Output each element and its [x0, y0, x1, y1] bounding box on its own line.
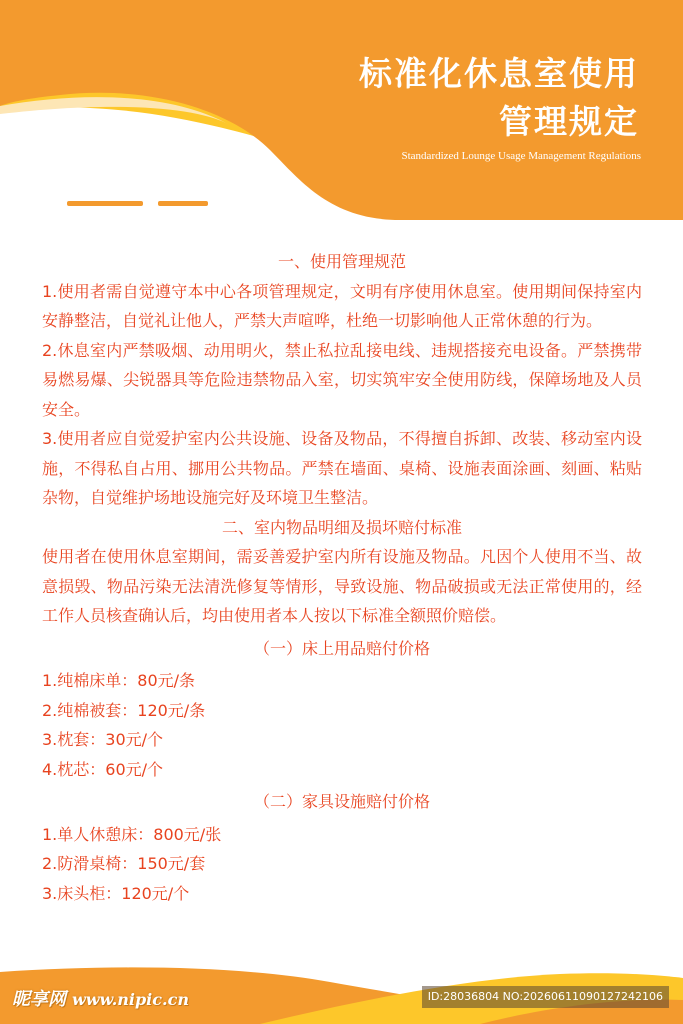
- section-intro: 使用者在使用休息室期间，需妥善爱护室内所有设施及物品。凡因个人使用不当、故意损毁、物品污染无法清洗修复等情形，导致设施、物品破损或无法正常使用的，经工作人员核查确认后，均由使用者本人按以下标准全额照价赔偿。: [42, 547, 642, 625]
- watermark-brand-name: 昵享网: [12, 989, 66, 1010]
- decorative-line-long: [67, 201, 143, 206]
- rule-item: 3.使用者应自觉爱护室内公共设施、设备及物品，不得擅自拆卸、改装、移动室内设施，不得私自占用、挪用公共物品。严禁在墙面、桌椅、设施表面涂画、刻画、粘贴杂物，自觉维护场地设施完好及环境卫生整洁。: [42, 429, 642, 507]
- page-subtitle: Standardized Lounge Usage Management Regulations: [401, 150, 641, 162]
- page-title-line1: 标准化休息室使用: [359, 54, 639, 93]
- subsection-title: （一）床上用品赔付价格: [253, 638, 430, 658]
- price-item: 2.纯棉被套：120元/条: [42, 700, 206, 720]
- price-item: 1.单人休憩床：800元/张: [42, 824, 222, 844]
- watermark-url: www.nipic.cn: [72, 990, 189, 1009]
- price-item: 1.纯棉床单：80元/条: [42, 671, 196, 690]
- watermark-brand: [12, 985, 189, 1011]
- price-item: 3.枕套：30元/个: [42, 730, 164, 749]
- rule-item: 1.使用者需自觉遵守本中心各项管理规定，文明有序使用休息室。使用期间保持室内安静整洁，自觉礼让他人，严禁大声喧哗，杜绝一切影响他人正常休憩的行为。: [42, 281, 642, 330]
- watermark-id: ID:28036804 NO:20260611090127242106: [422, 986, 669, 1008]
- price-item: 2.防滑桌椅：150元/套: [42, 854, 206, 873]
- page-title-line2: 管理规定: [499, 102, 639, 141]
- decorative-line-short: [158, 201, 208, 206]
- section-title: 一、使用管理规范: [277, 252, 406, 271]
- price-item: 3.床头柜：120元/个: [42, 883, 190, 903]
- section-title: 二、室内物品明细及损坏赔付标准: [221, 517, 462, 537]
- document-body: [42, 247, 642, 908]
- rule-item: 2.休息室内严禁吸烟、动用明火，禁止私拉乱接电线、违规搭接充电设备。严禁携带易燃易爆、尖锐器具等危险违禁物品入室，切实筑牢安全使用防线，保障场地及人员安全。: [42, 340, 642, 419]
- subsection-title: （二）家具设施赔付价格: [253, 792, 430, 811]
- price-item: 4.枕芯：60元/个: [42, 759, 164, 779]
